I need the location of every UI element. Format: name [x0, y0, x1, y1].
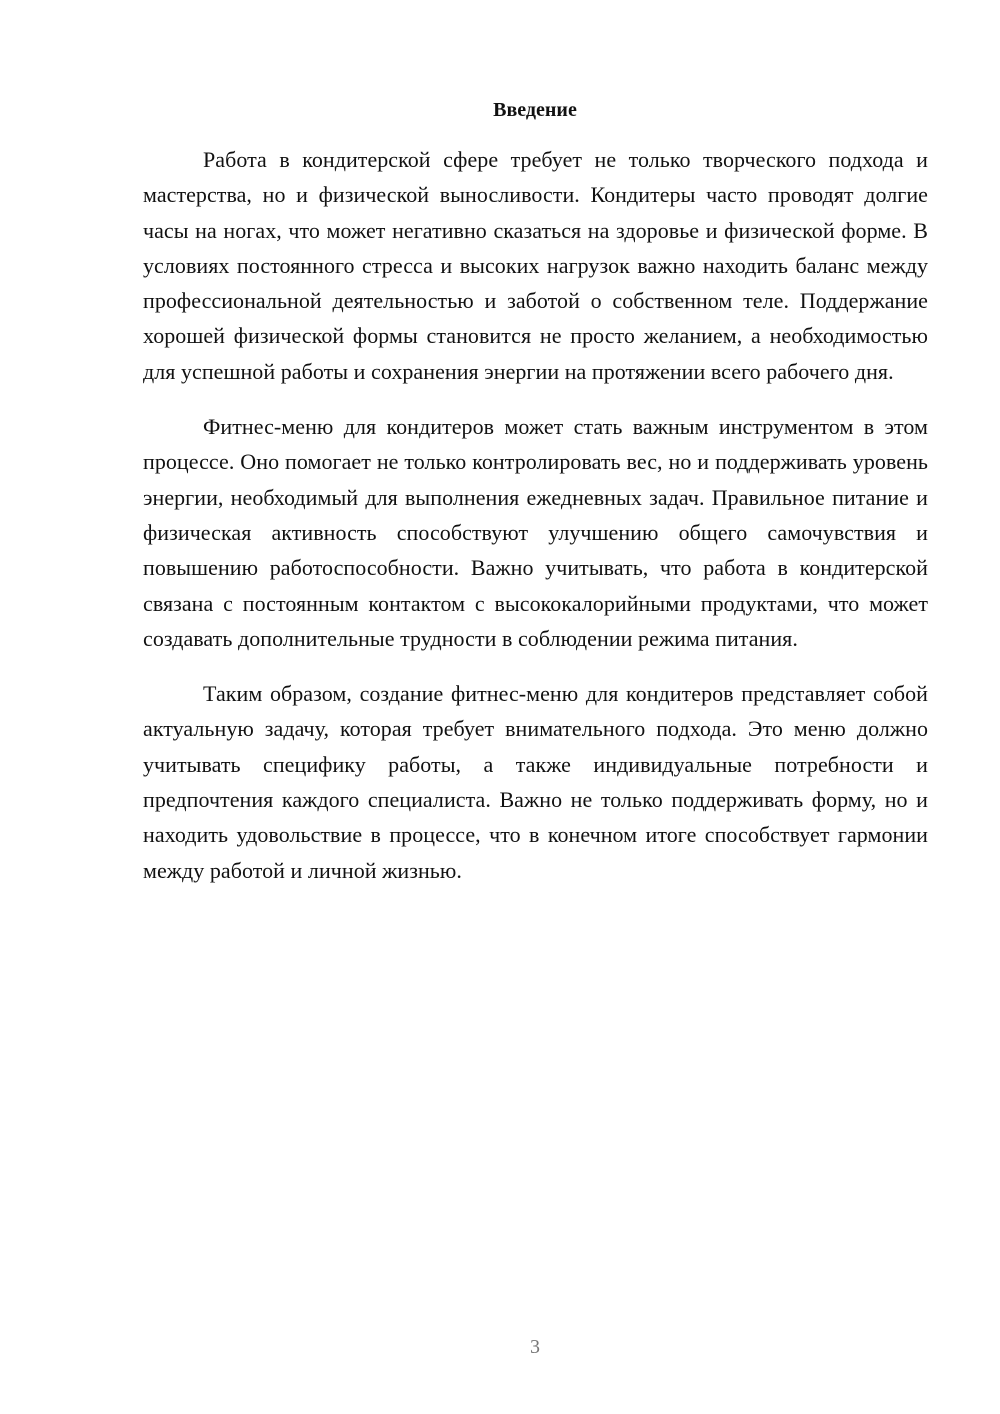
paragraph-2: Фитнес-меню для кондитеров может стать важным инструментом в этом процессе. Оно помогает не только контролировать вес, но и поддерживать уровень энергии, необходимый для выполнения ежедневных задач. Правильное питание и физическая активность способствуют улучшению общего самочувствия и повышению работоспособности. Важно учитывать, что работа в кондитерской связана с постоянным контактом с высококалорийными продуктами, что может создавать дополнительные трудности в соблюдении режима питания. — [143, 414, 928, 651]
section-heading: Введение — [493, 99, 577, 121]
paragraph-3: Таким образом, создание фитнес-меню для кондитеров представляет собой актуальную задачу, которая требует внимательного подхода. Это меню должно учитывать специфику работы, а также индивидуальные потребности и предпочтения каждого специалиста. Важно не только поддерживать форму, но и находить удовольствие в процессе, что в конечном итоге способствует гармонии между работой и личной жизнью. — [143, 681, 928, 883]
body-text — [143, 142, 928, 908]
page-number: 3 — [530, 1336, 540, 1358]
paragraph-1: Работа в кондитерской сфере требует не только творческого подхода и мастерства, но и физической выносливости. Кондитеры часто проводят долгие часы на ногах, что может негативно сказаться на здоровье и физической форме. В условиях постоянного стресса и высоких нагрузок важно находить баланс между профессиональной деятельностью и заботой о собственном теле. Поддержание хорошей физической формы становится не просто желанием, а необходимостью для успешной работы и сохранения энергии на протяжении всего рабочего дня. — [143, 147, 928, 384]
